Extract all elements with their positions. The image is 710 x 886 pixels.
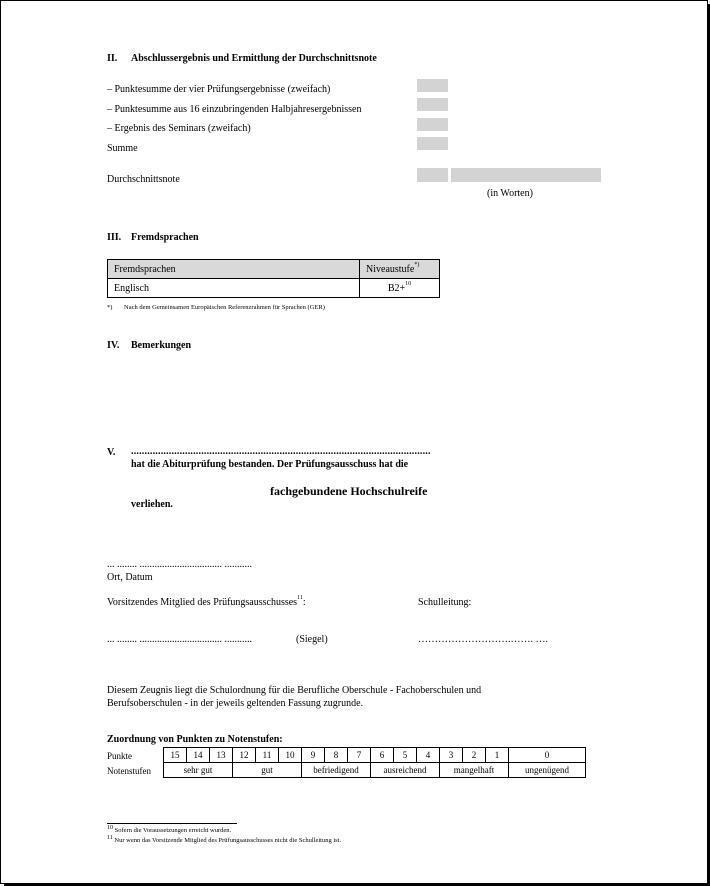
- section-3-heading: Fremdsprachen: [131, 232, 199, 243]
- points-cell: 3: [440, 748, 463, 763]
- footnote-10: $^{10}$ Sofern die Voraussetzungen erreicht wurden.: [107, 825, 232, 834]
- grading-table: [163, 747, 586, 778]
- ort-datum-label: Ort, Datum: [107, 572, 153, 583]
- name-dots: ...............................................................................................................: [131, 446, 431, 457]
- schulleitung-signature-dots: ……………………….……. ….: [418, 634, 548, 645]
- points-cell: 10: [279, 748, 302, 763]
- section-4-heading: Bemerkungen: [131, 340, 191, 351]
- score-field-seminar: [417, 118, 448, 131]
- points-cell: 11: [256, 748, 279, 763]
- punkte-label: Punkte: [107, 751, 133, 761]
- language-table: [107, 259, 440, 298]
- in-worten-label: (in Worten): [487, 188, 533, 199]
- section-5-number: V.: [107, 447, 116, 458]
- notenstufen-label: Notenstufen: [107, 766, 151, 776]
- grade-cell: ungenügend: [509, 763, 586, 778]
- points-cell: 12: [233, 748, 256, 763]
- notice-line-1: Diesem Zeugnis liegt die Schulordnung für die Berufliche Oberschule - Fachoberschulen und: [107, 685, 482, 696]
- ort-datum-dots: ... ........ ................................. ...........: [107, 559, 252, 570]
- grade-cell: mangelhaft: [440, 763, 509, 778]
- notice-line-2: Berufsoberschulen - in der jeweils geltenden Fassung zugrunde.: [107, 698, 364, 709]
- score-field-halbjahr: [417, 98, 448, 111]
- durchschnittsnote-label: Durchschnittsnote: [107, 174, 180, 185]
- points-cell: 9: [302, 748, 325, 763]
- score-field-summe: [417, 137, 448, 150]
- grade-field-number: [417, 168, 448, 182]
- points-cell: 4: [417, 748, 440, 763]
- item-pruefungsergebnisse: – Punktesumme der vier Prüfungsergebnisse (zweifach): [107, 84, 331, 95]
- level-cell: B2+$^{10}$: [360, 279, 440, 298]
- grade-field-words: [451, 168, 601, 182]
- grade-cell: befriedigend: [302, 763, 371, 778]
- item-seminar: – Ergebnis des Seminars (zweifach): [107, 123, 251, 134]
- section-3-number: III.: [107, 232, 122, 243]
- vorsitz-signature-dots: ... ........ ................................. ...........: [107, 634, 252, 645]
- level-col-header: Niveaustufe*): [360, 260, 440, 279]
- ger-footnote: Nach dem Gemeinsamen Europäischen Referenzrahmen für Sprachen (GER): [124, 304, 325, 311]
- section-4-number: IV.: [107, 340, 120, 351]
- footnote-rule: [107, 823, 237, 824]
- grade-cell: ausreichend: [371, 763, 440, 778]
- points-cell: 2: [463, 748, 486, 763]
- siegel-label: (Siegel): [296, 634, 328, 645]
- points-cell: 1: [486, 748, 509, 763]
- score-field-pruefung: [417, 79, 448, 92]
- verliehen-text: verliehen.: [131, 499, 173, 510]
- vorsitz-label: Vorsitzendes Mitglied des Prüfungsausschusses$^{11}$:: [107, 595, 306, 608]
- points-cell: 8: [325, 748, 348, 763]
- item-halbjahresergebnisse: – Punktesumme aus 16 einzubringenden Halbjahresergebnissen: [107, 104, 362, 115]
- grade-cell: sehr gut: [164, 763, 233, 778]
- points-cell: 0: [509, 748, 586, 763]
- points-cell: 6: [371, 748, 394, 763]
- summe-label: Summe: [107, 143, 138, 154]
- schulleitung-label: Schulleitung:: [418, 597, 472, 608]
- hochschulreife-title: fachgebundene Hochschulreife: [270, 484, 428, 498]
- section-2-number: II.: [107, 53, 118, 64]
- section-2-heading: Abschlussergebnis und Ermittlung der Durchschnittsnote: [131, 53, 377, 64]
- points-cell: 14: [187, 748, 210, 763]
- bestanden-text: hat die Abiturprüfung bestanden. Der Prüfungsausschuss hat die: [131, 459, 409, 470]
- points-cell: 15: [164, 748, 187, 763]
- footnote-11: $^{11}$ Nur wenn das Vorsitzende Mitglied des Prüfungsausschusses nicht die Schulleitung ist.: [107, 835, 342, 844]
- language-cell: Englisch: [108, 279, 360, 298]
- language-col-header: Fremdsprachen: [108, 260, 360, 279]
- points-cell: 13: [210, 748, 233, 763]
- grade-cell: gut: [233, 763, 302, 778]
- points-cell: 5: [394, 748, 417, 763]
- points-cell: 7: [348, 748, 371, 763]
- grading-title: Zuordnung von Punkten zu Notenstufen:: [107, 734, 283, 745]
- ger-footnote-mark: *): [107, 304, 113, 311]
